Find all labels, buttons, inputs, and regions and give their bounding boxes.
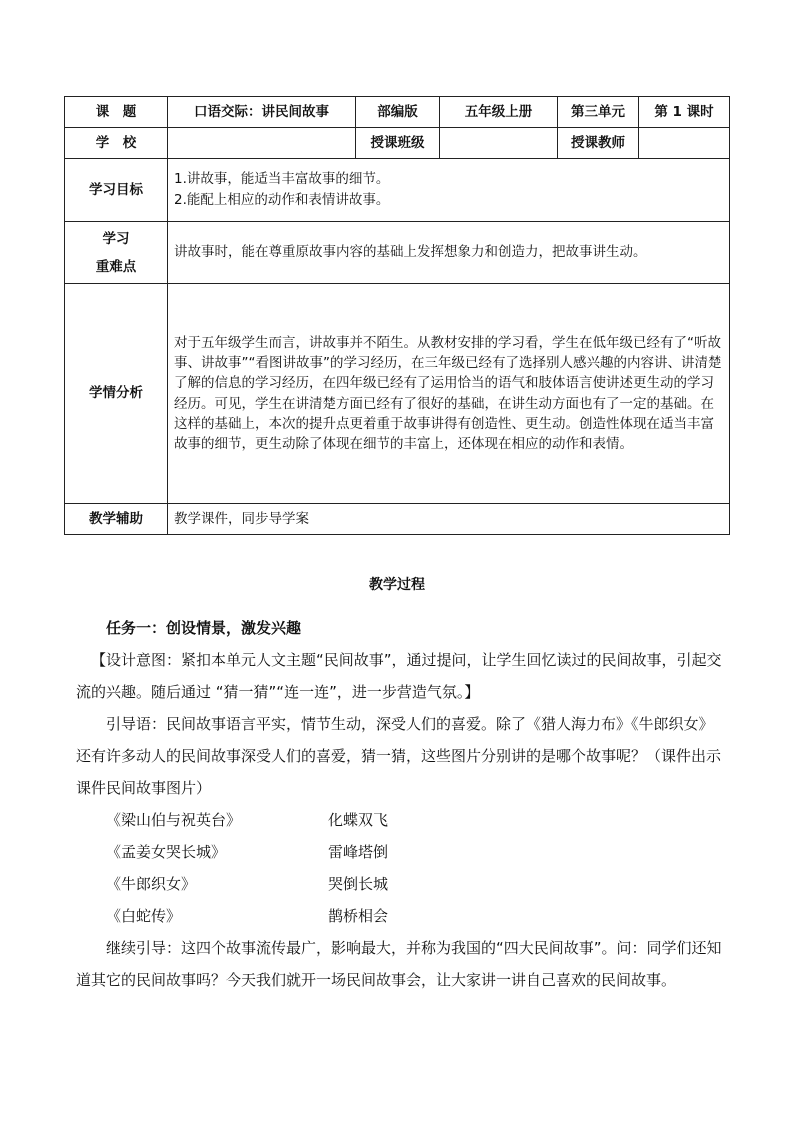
match-pair [76, 804, 728, 836]
match-pair [76, 868, 728, 900]
story-title: 《梁山伯与祝英台》 [106, 811, 242, 829]
goals-content [168, 159, 730, 222]
topic-label: 课 题 [65, 97, 168, 128]
keypoints-label-line: 学习 [102, 230, 130, 247]
row-keypoints [65, 222, 730, 284]
teacher-label: 授课教师 [558, 128, 639, 159]
keypoints-label [65, 222, 168, 284]
row-aids [65, 504, 730, 535]
task-one-heading: 任务一：创设情景，激发兴趣 [106, 619, 302, 637]
aids-label: 教学辅助 [65, 504, 168, 535]
continue-paragraph: 继续引导：这四个故事流传最广，影响最大，并称为我国的“四大民间故事”。问：同学们还知道其它的民间故事吗？今天我们就开一场民间故事会，让大家讲一讲自己喜欢的民间故事。 [76, 939, 722, 989]
lesson-title: 口语交际：讲民间故事 [168, 97, 356, 128]
grade: 五年级上册 [440, 97, 558, 128]
match-pair [76, 900, 728, 932]
keypoints-text: 讲故事时，能在尊重原故事内容的基础上发挥想象力和创造力，把故事讲生动。 [168, 222, 730, 284]
design-intent: 【设计意图：紧扣本单元人文主题“民间故事”，通过提问，让学生回忆读过的民间故事，引起交流的兴趣。随后通过 “猜一猜”“连一连”，进一步营造气氛。】 [76, 651, 722, 701]
row-goals [65, 159, 730, 222]
analysis-label: 学情分析 [65, 284, 168, 504]
row-topic [65, 97, 730, 128]
aids-text: 教学课件，同步导学案 [168, 504, 730, 535]
process-content [76, 612, 728, 996]
goals-label: 学习目标 [65, 159, 168, 222]
class-value [440, 128, 558, 159]
story-title: 《牛郎织女》 [106, 875, 197, 893]
goal-item: 2.能配上相应的动作和表情讲故事。 [174, 192, 390, 208]
period: 第 1 课时 [639, 97, 730, 128]
story-title: 《白蛇传》 [106, 907, 182, 925]
analysis-text: 对于五年级学生而言，讲故事并不陌生。从教材安排的学习看，学生在低年级已经有了“听故事、讲故事”“看图讲故事”的学习经历，在三年级已经有了选择别人感兴趣的内容讲、讲清楚了解的信息的学习经历，在四年级已经有了运用恰当的语气和肢体语言使讲述更生动的学习经历。可见，学生在讲清楚方面已经有了很好的基础，在讲生动方面也有了一定的基础。在这样的基础上，本次的提升点更着重于故事讲得有创造性、更生动。创造性体现在适当丰富故事的细节，更生动除了体现在细节的丰富上，还体现在相应的动作和表情。 [168, 284, 730, 504]
teacher-value [639, 128, 730, 159]
row-analysis [65, 284, 730, 504]
match-pair [76, 836, 728, 868]
school-label: 学 校 [65, 128, 168, 159]
story-scene: 哭倒长城 [328, 875, 389, 893]
story-scene: 雷峰塔倒 [328, 843, 389, 861]
goal-item: 1.讲故事，能适当丰富故事的细节。 [174, 171, 390, 187]
row-school [65, 128, 730, 159]
story-scene: 鹊桥相会 [328, 907, 389, 925]
class-label: 授课班级 [356, 128, 440, 159]
school-value [168, 128, 356, 159]
intro-paragraph: 引导语：民间故事语言平实，情节生动，深受人们的喜爱。除了《猎人海力布》《牛郎织女》 还有许多动人的民间故事深受人们的喜爱，猜一猜，这些图片分别讲的是哪个故事呢？（课件出示课件民间故事图片） [76, 715, 722, 797]
story-title: 《孟姜女哭长城》 [106, 843, 227, 861]
edition: 部编版 [356, 97, 440, 128]
unit: 第三单元 [558, 97, 639, 128]
process-heading: 教学过程 [369, 577, 425, 593]
lesson-info-table [64, 96, 730, 535]
story-scene: 化蝶双飞 [328, 811, 389, 829]
keypoints-label-line: 重难点 [95, 258, 137, 275]
